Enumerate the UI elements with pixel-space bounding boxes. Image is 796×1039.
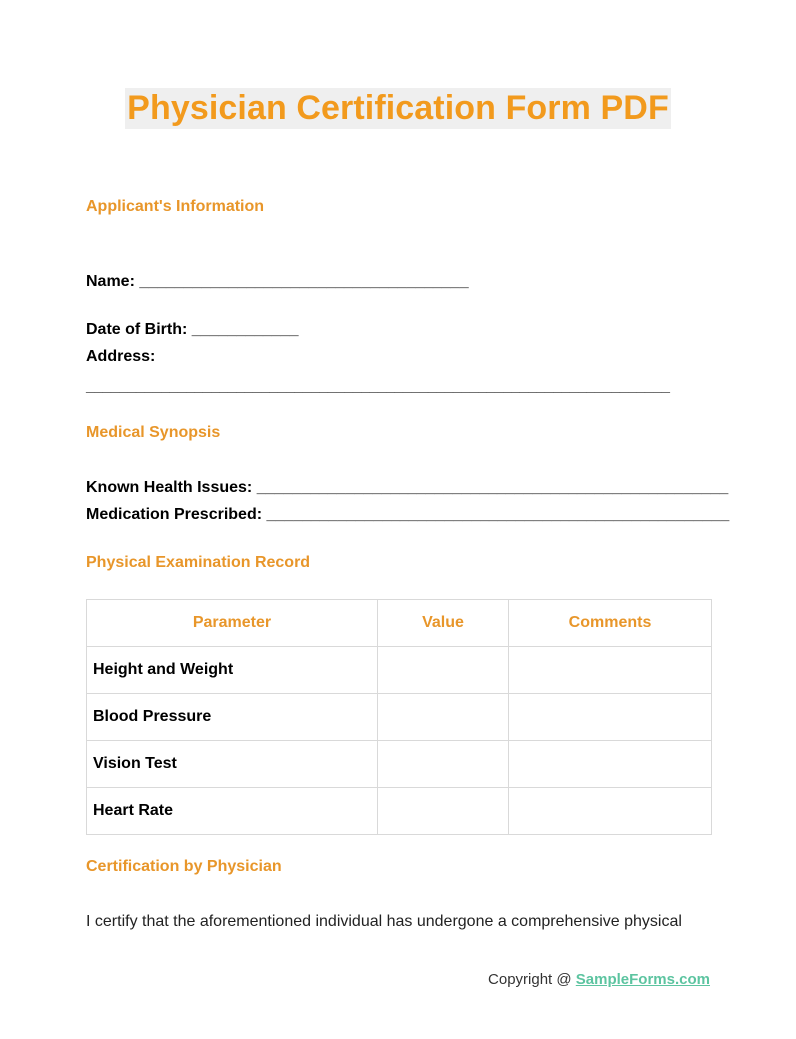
table-row xyxy=(87,647,712,694)
exam-table xyxy=(86,599,712,835)
value-cell[interactable] xyxy=(378,647,509,694)
medication-blank[interactable]: ____________________________________________________ xyxy=(266,506,730,523)
value-cell[interactable] xyxy=(378,788,509,835)
medication-field[interactable] xyxy=(86,505,729,525)
column-header-value: Value xyxy=(378,600,509,647)
medical-heading: Medical Synopsis xyxy=(86,424,221,441)
health-issues-label: Known Health Issues: xyxy=(86,479,253,496)
parameter-cell: Blood Pressure xyxy=(87,694,378,741)
brand-link[interactable]: SampleForms.com xyxy=(575,971,710,988)
table-row xyxy=(87,741,712,788)
comments-cell[interactable] xyxy=(509,741,712,788)
dob-field[interactable] xyxy=(86,320,299,340)
parameter-cell: Vision Test xyxy=(87,741,378,788)
name-blank[interactable]: _____________________________________ xyxy=(139,273,469,290)
value-cell[interactable] xyxy=(378,694,509,741)
column-header-parameter: Parameter xyxy=(87,600,378,647)
dob-label: Date of Birth: xyxy=(86,321,188,338)
certification-text: I certify that the aforementioned individual has undergone a comprehensive physical xyxy=(86,913,682,930)
value-cell[interactable] xyxy=(378,741,509,788)
parameter-cell: Height and Weight xyxy=(87,647,378,694)
certification-heading: Certification by Physician xyxy=(86,858,282,875)
health-issues-blank[interactable]: _____________________________________________________ xyxy=(256,479,729,496)
parameter-cell: Heart Rate xyxy=(87,788,378,835)
address-blank[interactable]: ______________________________________________________________________ xyxy=(86,378,670,395)
exam-heading: Physical Examination Record xyxy=(86,554,311,571)
copyright-text: Copyright @ xyxy=(488,971,576,988)
table-header-row xyxy=(87,600,712,647)
medication-label: Medication Prescribed: xyxy=(86,506,263,523)
table-row xyxy=(87,788,712,835)
applicant-heading: Applicant's Information xyxy=(86,198,265,215)
page-title: Physician Certification Form PDF xyxy=(127,89,669,127)
comments-cell[interactable] xyxy=(509,788,712,835)
comments-cell[interactable] xyxy=(509,647,712,694)
address-label: Address: xyxy=(86,348,156,365)
comments-cell[interactable] xyxy=(509,694,712,741)
column-header-comments: Comments xyxy=(509,600,712,647)
name-field[interactable] xyxy=(86,272,469,292)
health-issues-field[interactable] xyxy=(86,478,728,498)
footer xyxy=(488,970,710,990)
table-row xyxy=(87,694,712,741)
name-label: Name: xyxy=(86,273,135,290)
title-wrapper xyxy=(0,88,796,129)
dob-blank[interactable]: ____________ xyxy=(191,321,299,338)
